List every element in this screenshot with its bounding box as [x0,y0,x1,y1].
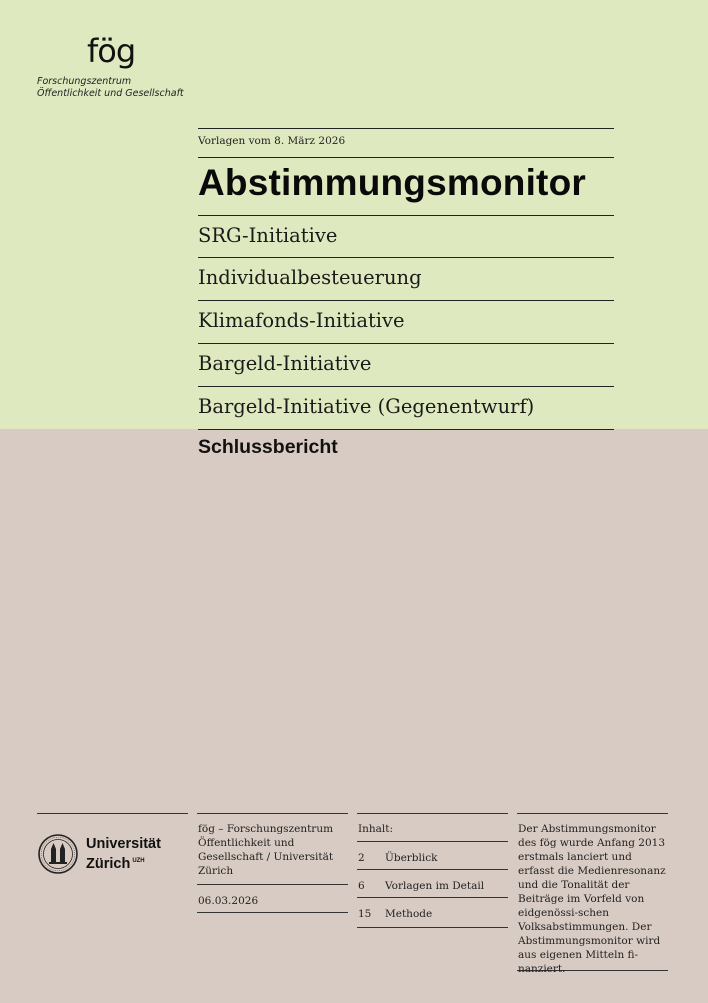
divider [198,157,614,158]
toc-page: 2 [358,852,365,864]
toc-page: 15 [358,908,372,920]
date-line: Vorlagen vom 8. März 2026 [198,135,346,147]
fog-logo-line1: Forschungszentrum [37,76,132,87]
uzh-wordmark [86,836,161,873]
topic-bargeld-gegenentwurf: Bargeld-Initiative (Gegenentwurf) [198,395,535,418]
divider [517,813,668,814]
fog-logo-line2: Öffentlichkeit und Gesellschaft [37,88,184,99]
topic-srg: SRG-Initiative [198,224,338,247]
divider [197,884,348,885]
divider [198,300,614,301]
uzh-name-line1: Universität [86,836,161,852]
divider [198,257,614,258]
divider [357,897,508,898]
divider [198,343,614,344]
page-title: Abstimmungsmonitor [198,162,586,203]
divider [357,841,508,842]
divider [357,869,508,870]
divider [198,215,614,216]
divider [357,813,508,814]
toc-title: Methode [385,908,433,920]
divider [197,912,348,913]
divider [198,386,614,387]
divider [197,813,348,814]
toc-title: Vorlagen im Detail [385,880,485,892]
publication-date: 06.03.2026 [198,895,259,907]
divider [37,813,188,814]
fog-logo-mark: fög [87,32,136,70]
uzh-sup: UZH [132,858,145,864]
publisher-text: fög – Forschungszentrum Öffentlichkeit und Gesellschaft / Universität Zürich [198,823,334,877]
topic-bargeld: Bargeld-Initiative [198,352,372,375]
divider [198,429,614,430]
about-text: Der Abstimmungsmonitor des fög wurde Anfang 2013 erstmals lanciert und erfasst die Medienresonanz und die Tonalität der Beiträge im Vorfeld von eidgenössi-schen Volksabstimmungen. Der Abstimmungsmonitor wird aus eigenen Mitteln fi-nanziert. [518,823,666,975]
uzh-name-line2: Zürich [86,855,131,872]
toc-page: 6 [358,880,365,892]
topic-individualbesteuerung: Individualbesteuerung [198,266,422,289]
toc-title: Überblick [385,852,438,864]
uzh-seal-icon [38,834,78,874]
divider [357,927,508,928]
report-type: Schlussbericht [198,436,338,458]
topic-klimafonds: Klimafonds-Initiative [198,309,405,332]
toc-label: Inhalt: [358,823,394,835]
divider [198,128,614,129]
